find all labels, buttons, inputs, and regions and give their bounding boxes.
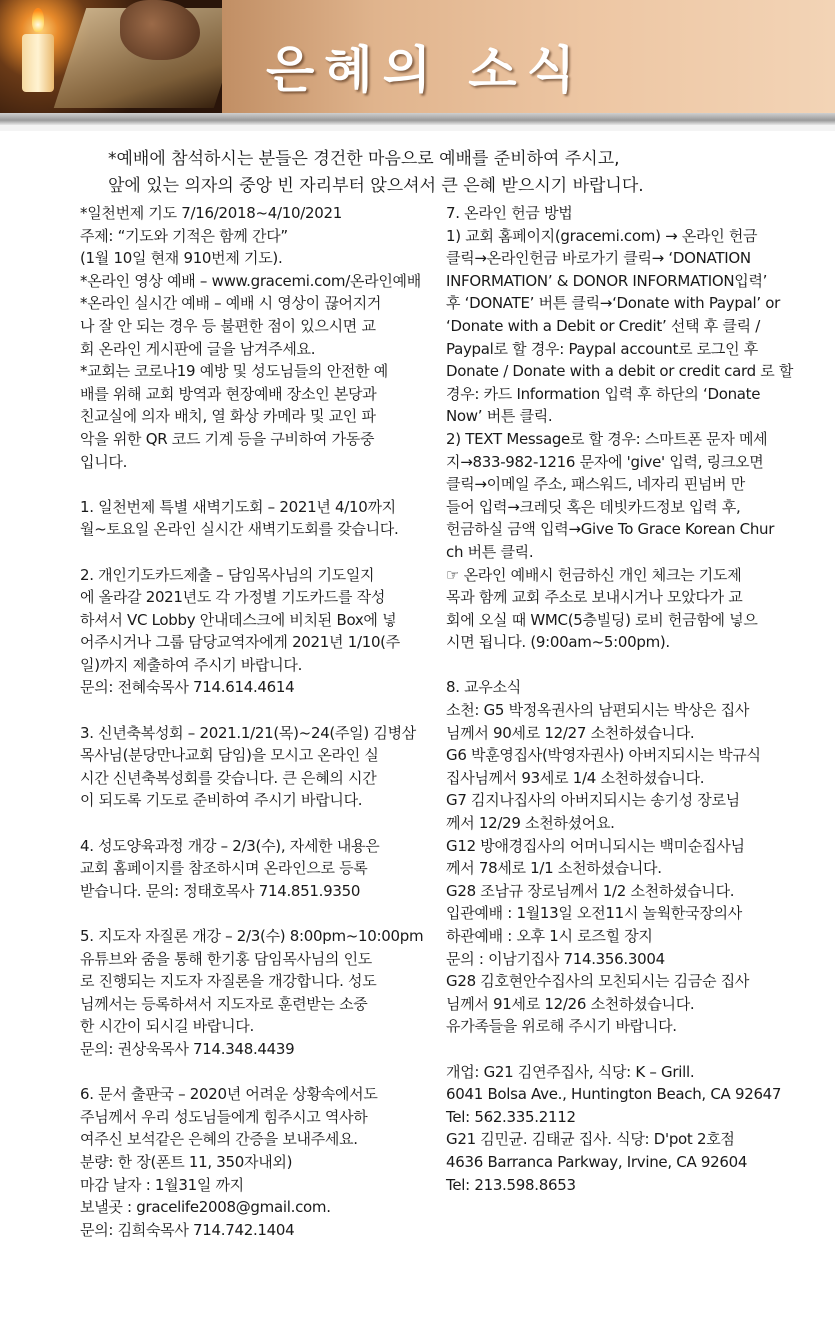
paragraph-gap: [80, 541, 432, 564]
text-line: 한 시간이 되시길 바랍니다.: [80, 1017, 254, 1036]
text-line: 클릭→온라인헌금 바로가기 클릭→ ‘DONATION: [446, 249, 751, 268]
text-line: 개업: G21 김연주집사, 식당: K – Grill.: [446, 1062, 695, 1081]
text-line: 마감 날자 : 1월31일 까지: [80, 1175, 244, 1194]
text-line: 목사님(분당만나교회 담임)을 모시고 온라인 실: [80, 746, 379, 765]
text-line: 이 되도록 기도로 준비하여 주시기 바랍니다.: [80, 791, 363, 810]
text-line: 받습니다. 문의: 정태호목사 714.851.9350: [80, 881, 361, 900]
candle-icon: [22, 34, 54, 92]
text-line: 유튜브와 줌을 통해 한기홍 담임목사님의 인도: [80, 949, 372, 968]
paragraph-gap: [80, 812, 432, 835]
text-line: 6041 Bolsa Ave., Huntington Beach, CA 92647: [446, 1085, 782, 1104]
intro-line: *예배에 참석하시는 분들은 경건한 마음으로 예배를 준비하여 주시고,: [108, 149, 620, 169]
text-line: 문의: 권상욱목사 714.348.4439: [80, 1039, 295, 1058]
text-line: G21 김민균. 김태균 집사. 식당: D'pot 2호점: [446, 1130, 735, 1149]
paragraph-gap: [80, 902, 432, 925]
right-column: [446, 202, 798, 1196]
text-line: 문의: 전혜숙목사 714.614.4614: [80, 678, 295, 697]
text-line: 문의: 김희숙목사 714.742.1404: [80, 1220, 295, 1239]
text-line: 1. 일천번제 특별 새벽기도회 – 2021년 4/10까지: [80, 497, 396, 516]
text-line: INFORMATION’ & DONOR INFORMATION입력’: [446, 271, 768, 290]
text-line: *온라인 영상 예배 – www.gracemi.com/온라인예배: [80, 271, 421, 290]
text-line: Now’ 버튼 클릭.: [446, 407, 553, 426]
text-line: 하셔서 VC Lobby 안내데스크에 비치된 Box에 넣: [80, 610, 397, 629]
text-line: 주님께서 우리 성도님들에게 힘주시고 역사하: [80, 1107, 368, 1126]
text-line: 여주신 보석같은 은혜의 간증을 보내주세요.: [80, 1130, 358, 1149]
text-line: 분량: 한 장(폰트 11, 350자내외): [80, 1152, 293, 1171]
text-line: ‘Donate with a Debit or Credit’ 선택 후 클릭 /: [446, 316, 761, 335]
text-line: 유가족들을 위로해 주시기 바랍니다.: [446, 1017, 677, 1036]
text-line: 어주시거나 그룹 담당교역자에게 2021년 1/10(주: [80, 633, 400, 652]
text-line: 6. 문서 출판국 – 2020년 어려운 상황속에서도: [80, 1085, 378, 1104]
text-line: 5. 지도자 자질론 개강 – 2/3(수) 8:00pm~10:00pm: [80, 927, 424, 945]
header-banner: [0, 0, 835, 113]
text-line: Tel: 562.335.2112: [446, 1107, 576, 1126]
text-line: 시면 됩니다. (9:00am~5:00pm).: [446, 633, 670, 652]
text-line: 월~토요일 온라인 실시간 새벽기도회를 갖습니다.: [80, 520, 399, 539]
text-line: 나 잘 안 되는 경우 등 불편한 점이 있으시면 교: [80, 316, 376, 335]
text-line: G7 김지나집사의 아버지되시는 송기성 장로님: [446, 791, 740, 810]
text-line: Paypal로 할 경우: Paypal account로 로그인 후: [446, 339, 758, 358]
text-line: 께서 78세로 1/1 소천하셨습니다.: [446, 859, 662, 878]
text-line: 4. 성도양육과정 개강 – 2/3(수), 자세한 내용은: [80, 836, 380, 855]
text-line: 님께서 91세로 12/26 소천하셨습니다.: [446, 994, 695, 1013]
intro-notice: [108, 146, 828, 200]
page-title: 은혜의 소식: [266, 41, 585, 99]
text-line: Tel: 213.598.8653: [446, 1175, 576, 1194]
text-line: 교회 홈페이지를 참조하시며 온라인으로 등록: [80, 859, 368, 878]
intro-line: 앞에 있는 의자의 중앙 빈 자리부터 앉으셔서 큰 은혜 받으시기 바랍니다.: [108, 176, 644, 196]
paragraph-gap: [80, 699, 432, 722]
header-divider: [0, 113, 835, 125]
text-line: 경우: 카드 Information 입력 후 하단의 ‘Donate: [446, 384, 761, 403]
text-line: 클릭→이메일 주소, 패스워드, 네자리 핀넘버 만: [446, 475, 745, 494]
header-divider-light: [0, 125, 835, 131]
text-line: Donate / Donate with a debit or credit card 로 할: [446, 362, 794, 381]
text-line: 일)까지 제출하여 주시기 바랍니다.: [80, 655, 303, 674]
paragraph-gap: [80, 473, 432, 496]
text-line: 입니다.: [80, 452, 128, 471]
text-line: 께서 12/29 소천하셨어요.: [446, 814, 615, 833]
paragraph-gap: [446, 654, 798, 677]
text-line: 로 진행되는 지도자 자질론을 개강합니다. 성도: [80, 972, 377, 991]
text-line: 시간 신년축복성회를 갖습니다. 큰 은혜의 시간: [80, 768, 377, 787]
text-line: 회에 오실 때 WMC(5층빌딩) 로비 헌금함에 넣으: [446, 610, 758, 629]
paragraph-gap: [446, 1038, 798, 1061]
text-line: 들어 입력→크레딧 혹은 데빗카드정보 입력 후,: [446, 497, 741, 516]
candle-bible-photo: [0, 0, 222, 113]
text-line: ch 버튼 클릭.: [446, 542, 534, 561]
text-line: *온라인 실시간 예배 – 예배 시 영상이 끊어지거: [80, 294, 382, 313]
text-line: 1) 교회 홈페이지(gracemi.com) → 온라인 헌금: [446, 226, 758, 245]
text-line: 3. 신년축복성회 – 2021.1/21(목)~24(주일) 김병삼: [80, 723, 416, 742]
text-line: 2. 개인기도카드제출 – 담임목사님의 기도일지: [80, 565, 375, 584]
text-line: 님께서 90세로 12/27 소천하셨습니다.: [446, 723, 695, 742]
text-line: G28 김호현안수집사의 모친되시는 김금순 집사: [446, 972, 750, 991]
text-line: *교회는 코로나19 예방 및 성도님들의 안전한 예: [80, 362, 388, 381]
text-line: 헌금하실 금액 입력→Give To Grace Korean Chur: [446, 520, 775, 539]
text-line: *일천번제 기도 7/16/2018~4/10/2021: [80, 204, 342, 222]
text-line: 주제: “기도와 기적은 함께 간다”: [80, 226, 288, 245]
text-line: 후 ‘DONATE’ 버튼 클릭→‘Donate with Paypal’ or: [446, 294, 781, 313]
text-line: 2) TEXT Message로 할 경우: 스마트폰 문자 메세: [446, 429, 768, 448]
text-line: 입관예배 : 1월13일 오전11시 놀웍한국장의사: [446, 904, 742, 923]
text-line: 집사님께서 93세로 1/4 소천하셨습니다.: [446, 768, 705, 787]
text-line: 보낼곳 : gracelife2008@gmail.com.: [80, 1198, 331, 1217]
text-line: (1월 10일 현재 910번제 기도).: [80, 249, 283, 268]
paragraph-gap: [80, 1061, 432, 1084]
text-line: 8. 교우소식: [446, 678, 521, 697]
text-line: 하관예배 : 오후 1시 로즈힐 장지: [446, 927, 653, 945]
text-line: 님께서는 등록하셔서 지도자로 훈련받는 소중: [80, 994, 368, 1013]
left-column: [80, 202, 432, 1241]
text-line: G12 방애경집사의 어머니되시는 백미순집사님: [446, 836, 745, 855]
text-line: 악을 위한 QR 코드 기계 등을 구비하여 가동중: [80, 429, 375, 448]
text-line: 문의 : 이남기집사 714.356.3004: [446, 949, 665, 968]
text-line: G6 박훈영집사(박영자권사) 아버지되시는 박규식: [446, 746, 761, 765]
flame-icon: [32, 8, 44, 32]
text-line: 친교실에 의자 배치, 열 화상 카메라 및 교인 파: [80, 407, 376, 426]
text-line: 소천: G5 박정옥권사의 남편되시는 박상은 집사: [446, 701, 750, 720]
text-line: 지→833-982-1216 문자에 'give' 입력, 링크오면: [446, 452, 764, 471]
text-line: 에 올라갈 2021년도 각 가정별 기도카드를 작성: [80, 588, 386, 607]
text-line: ☞ 온라인 예배시 헌금하신 개인 체크는 기도제: [446, 565, 742, 584]
text-line: 목과 함께 교회 주소로 보내시거나 모았다가 교: [446, 588, 743, 607]
text-line: 7. 온라인 헌금 방법: [446, 204, 573, 222]
text-line: G28 조남규 장로님께서 1/2 소천하셨습니다.: [446, 881, 735, 900]
text-line: 배를 위해 교회 방역과 현장예배 장소인 본당과: [80, 384, 377, 403]
text-line: 회 온라인 게시판에 글을 남겨주세요.: [80, 339, 316, 358]
text-line: 4636 Barranca Parkway, Irvine, CA 92604: [446, 1152, 748, 1171]
